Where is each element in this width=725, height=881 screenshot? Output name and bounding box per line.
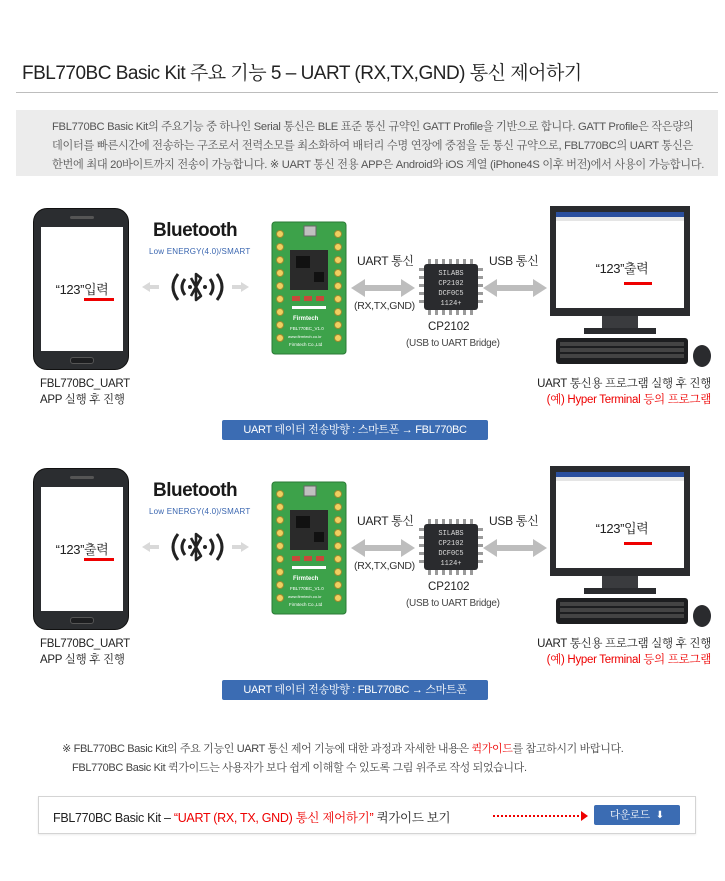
board-company: Firmtech Co.,Ltd	[289, 602, 323, 607]
download-label: 다운로드	[610, 809, 650, 821]
usb-label: USB 통신	[489, 254, 539, 268]
fbl770bc-board-image	[270, 220, 348, 356]
double-arrow-icon	[351, 538, 415, 558]
notes	[62, 740, 623, 778]
smartphone-image	[33, 468, 129, 630]
chip-marking: CP2102	[438, 540, 464, 548]
bluetooth-title: Bluetooth	[153, 220, 238, 241]
chip-marking: DCF0C5	[438, 290, 464, 298]
note-line: FBL770BC Basic Kit 퀵가이드는 사용자가 보다 쉽게 이해할 수 있도록 그림 위주로 작성 되었습니다.	[72, 762, 527, 774]
board-brand: Firmtech	[293, 316, 319, 322]
pc-underline	[624, 282, 652, 285]
uart-pins: (RX,TX,GND)	[354, 560, 415, 572]
board-model: FBL770BC_V1.0	[290, 586, 324, 591]
board-brand: Firmtech	[293, 576, 319, 582]
caption-example: (예) Hyper Terminal 등의 프로그램	[546, 394, 711, 406]
intro-line: FBL770BC Basic Kit의 주요기능 중 하나인 Serial 통신은 BLE 표준 통신 규약인 GATT Profile을 기반으로 합니다. GATT Profile은 작은량의	[52, 121, 694, 133]
diagram-row-phone-to-board	[0, 200, 725, 460]
board-site: www.firmtech.co.kr	[288, 594, 322, 599]
caption-line: FBL770BC_UART	[40, 638, 130, 650]
quick-guide-topic: “UART (RX, TX, GND) 통신 제어하기”	[173, 811, 374, 825]
bluetooth-signal-icon	[138, 522, 253, 572]
quick-guide-highlight: 퀵가이드	[471, 743, 513, 755]
board-company: Firmtech Co.,Ltd	[289, 342, 323, 347]
chip-marking: CP2102	[438, 280, 464, 288]
pc-screen-text: “123”입력	[595, 521, 649, 536]
double-arrow-icon	[483, 538, 547, 558]
note-line: ※ FBL770BC Basic Kit의 주요 기능인 UART 통신 제어 기능에 대한 과정과 자세한 내용은 퀵가이드를 참고하시기 바랍니다.	[62, 743, 624, 755]
caption-line: APP 실행 후 진행	[40, 394, 125, 406]
quick-guide-box	[38, 796, 696, 834]
quick-guide-text: FBL770BC Basic Kit – “UART (RX, TX, GND) 통신 제어하기” 퀵가이드 보기	[53, 811, 451, 825]
pc-caption	[537, 376, 711, 408]
chip-description: (USB to UART Bridge)	[406, 338, 500, 349]
phone-underline	[84, 298, 114, 301]
pc-underline	[624, 542, 652, 545]
intro-box	[16, 110, 718, 176]
title-divider	[16, 92, 718, 93]
page-title: FBL770BC Basic Kit 주요 기능 5 – UART (RX,TX,GND) 통신 제어하기	[22, 63, 582, 84]
fbl770bc-board-image	[270, 480, 348, 616]
board-site: www.firmtech.co.kr	[288, 334, 322, 339]
uart-pins: (RX,TX,GND)	[354, 300, 415, 312]
chip-marking: 1124+	[440, 300, 462, 308]
intro-line: 한번에 최대 20바이트까지 전송이 가능합니다. ※ UART 통신 전용 APP은 Android와 iOS 계열 (iPhone4S 이후 버전)에서 사용이 가능합니다.	[52, 159, 705, 171]
caption-line: UART 통신용 프로그램 실행 후 진행	[537, 638, 711, 650]
chip-name: CP2102	[428, 581, 470, 593]
chip-marking: 1124+	[440, 560, 462, 568]
caption-line: APP 실행 후 진행	[40, 654, 125, 666]
uart-label: UART 통신	[357, 254, 414, 268]
arrow-right-icon	[581, 811, 588, 821]
phone-caption	[40, 636, 130, 668]
bluetooth-subtitle: Low ENERGY(4.0)/SMART	[149, 507, 251, 516]
dotted-pointer	[493, 815, 583, 817]
double-arrow-icon	[483, 278, 547, 298]
phone-screen-text: “123”출력	[55, 542, 109, 557]
phone-caption	[40, 376, 130, 408]
phone-underline	[84, 558, 114, 561]
intro-line: 데이터를 빠른시간에 전송하는 구조로서 전력소모를 최소화하여 배터리 수명 연장에 중점을 둔 통신 규약으로, FBL770BC의 UART 통신은	[52, 140, 693, 152]
chip-marking: SILABS	[438, 270, 464, 278]
desktop-pc-image	[548, 206, 716, 372]
desktop-pc-image	[548, 466, 716, 632]
smartphone-image	[33, 208, 129, 370]
bluetooth-title: Bluetooth	[153, 480, 238, 501]
chip-marking: SILABS	[438, 530, 464, 538]
chip-description: (USB to UART Bridge)	[406, 598, 500, 609]
diagram-row-board-to-phone	[0, 460, 725, 720]
download-icon: ⬇	[655, 810, 664, 821]
chip-name: CP2102	[428, 321, 470, 333]
direction-badge: UART 데이터 전송방향 : FBL770BC → 스마트폰	[222, 680, 488, 700]
caption-line: FBL770BC_UART	[40, 378, 130, 390]
bluetooth-signal-icon	[138, 262, 253, 312]
download-button[interactable]	[594, 805, 680, 825]
caption-example: (예) Hyper Terminal 등의 프로그램	[546, 654, 711, 666]
cp2102-chip-image	[418, 518, 484, 576]
caption-line: UART 통신용 프로그램 실행 후 진행	[537, 378, 711, 390]
chip-marking: DCF0C5	[438, 550, 464, 558]
board-model: FBL770BC_V1.0	[290, 326, 324, 331]
pc-caption	[537, 636, 711, 668]
direction-badge: UART 데이터 전송방향 : 스마트폰 → FBL770BC	[222, 420, 488, 440]
phone-screen-text: “123”입력	[55, 282, 109, 297]
usb-label: USB 통신	[489, 514, 539, 528]
cp2102-chip-image	[418, 258, 484, 316]
uart-label: UART 통신	[357, 514, 414, 528]
pc-screen-text: “123”출력	[595, 261, 649, 276]
bluetooth-subtitle: Low ENERGY(4.0)/SMART	[149, 247, 251, 256]
double-arrow-icon	[351, 278, 415, 298]
